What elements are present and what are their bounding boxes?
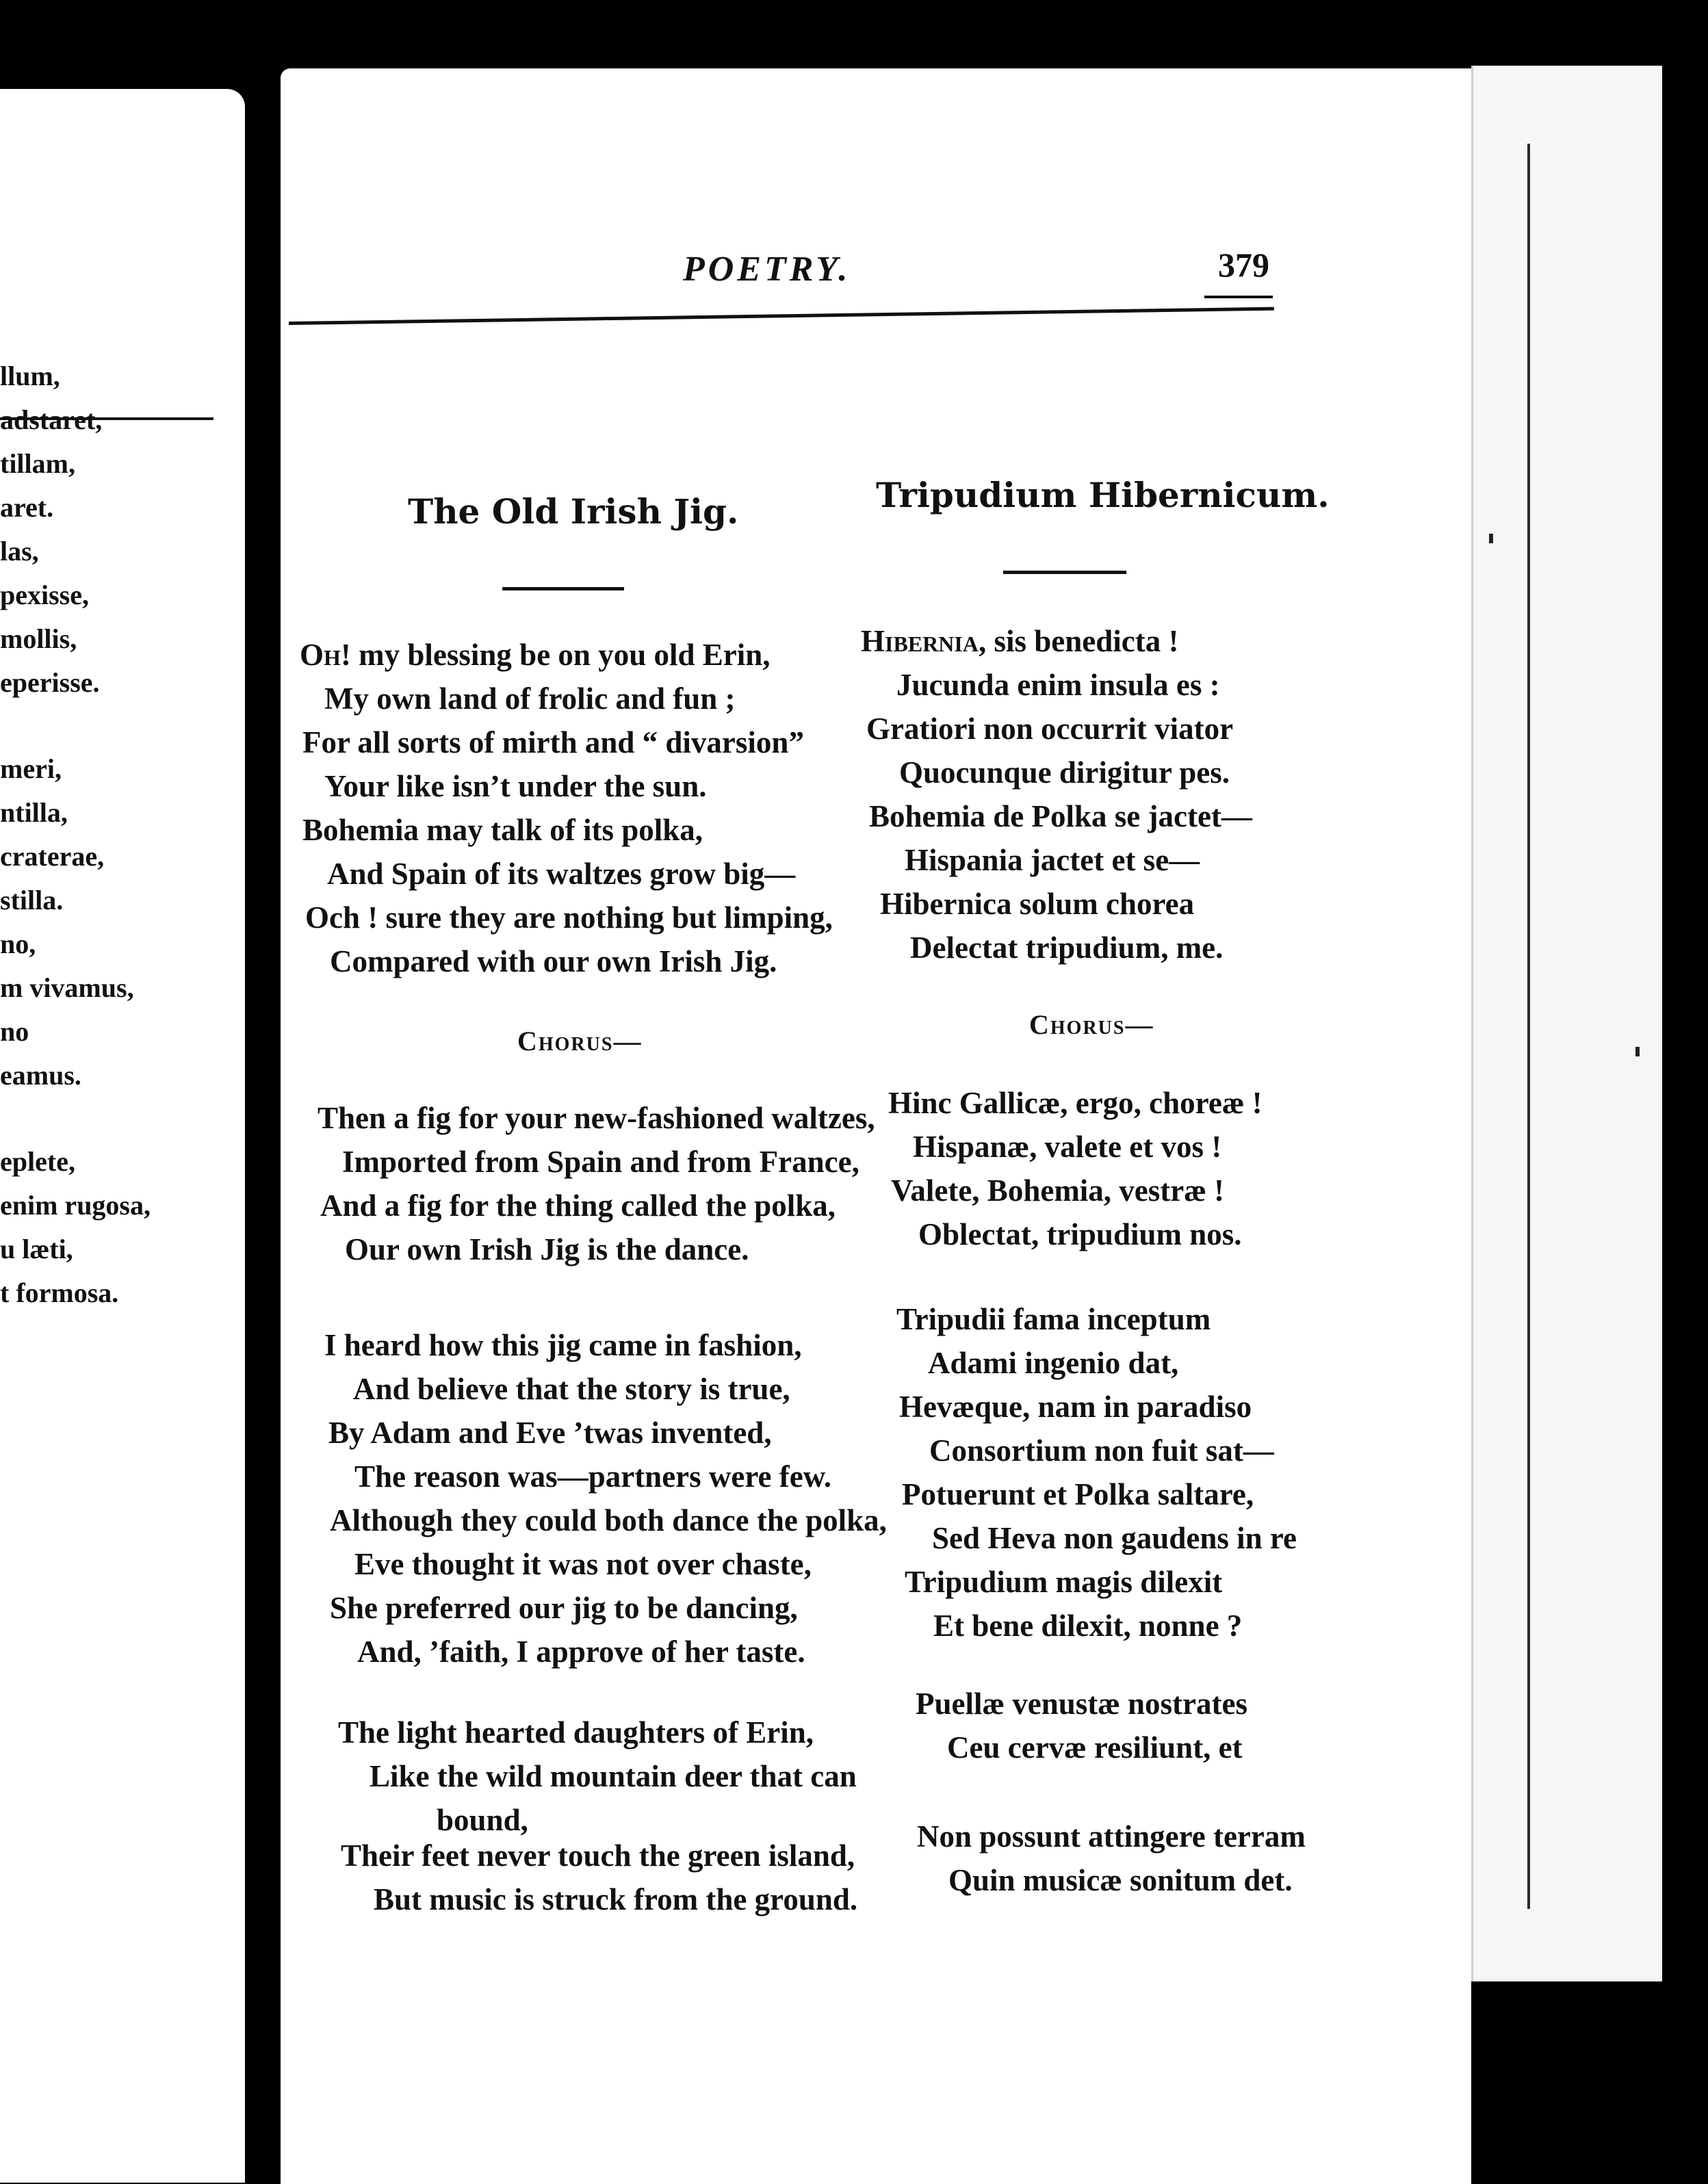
verse-line: Imported from Spain and from France,: [342, 1145, 859, 1179]
verse-line-text: Quocunque dirigitur pes.: [899, 755, 1230, 790]
verse-line: [300, 677, 833, 720]
verse-line-text: Hibernica solum chorea: [880, 887, 1195, 921]
latin-stanza-3-part-1: [916, 1682, 1247, 1769]
verse-line-text: Hispania jactet et se—: [905, 843, 1200, 877]
verse-line: Puellæ venustæ nostrates: [916, 1687, 1247, 1721]
verse-line: Hevæque, nam in paradiso: [899, 1390, 1252, 1424]
verse-line-text: , sis benedicta !: [978, 624, 1179, 658]
left-page-line: m vivamus,: [0, 972, 134, 1003]
verse-line: By Adam and Eve ’twas invented,: [328, 1416, 772, 1450]
english-stanza-3-part-2: [341, 1834, 857, 1921]
latin-chorus-label: Chorus—: [1029, 1009, 1154, 1040]
left-page-line: ntilla,: [0, 797, 68, 828]
latin-chorus: [888, 1081, 1263, 1256]
left-page-line: llum,: [0, 361, 60, 391]
left-facing-page: [0, 89, 245, 2183]
verse-line-text: Bohemia de Polka se jactet—: [869, 799, 1252, 833]
left-page-line: adstaret,: [0, 404, 103, 435]
verse-line: [300, 896, 833, 939]
english-stanza-1: [300, 633, 833, 983]
left-page-line: pexisse,: [0, 580, 89, 610]
english-poem-title: The Old Irish Jig.: [408, 491, 739, 532]
verse-line: Consortium non fuit sat—: [929, 1433, 1274, 1468]
verse-line: Our own Irish Jig is the dance.: [345, 1232, 749, 1266]
verse-line: Eve thought it was not over chaste,: [354, 1547, 812, 1581]
verse-line-text: Delectat tripudium, me.: [910, 931, 1224, 965]
left-page-line: mollis,: [0, 623, 77, 654]
left-page-line: meri,: [0, 753, 62, 784]
latin-stanza-3-part-2: [917, 1815, 1306, 1902]
edge-speck: [1635, 1047, 1640, 1056]
page-edge-line: [1527, 144, 1530, 1909]
verse-line-text: My own land of frolic and fun ;: [324, 681, 736, 716]
left-page-line: aret.: [0, 492, 54, 523]
verse-line: Potuerunt et Polka saltare,: [902, 1477, 1254, 1511]
verse-line: [300, 633, 833, 677]
english-chorus: [318, 1096, 875, 1271]
verse-initial-word: Oh: [300, 638, 341, 672]
left-page-line: no,: [0, 928, 36, 959]
edge-speck: [1489, 534, 1493, 543]
page-number: 379: [1218, 246, 1269, 284]
left-page-line: t formosa.: [0, 1277, 119, 1308]
verse-line: [300, 808, 833, 852]
verse-line: [300, 852, 833, 896]
verse-line: bound,: [437, 1803, 528, 1837]
verse-line: And, ’faith, I approve of her taste.: [357, 1635, 805, 1669]
page-number-underline: [1204, 296, 1273, 298]
page-fore-edge: [1471, 66, 1662, 1981]
verse-line: [861, 751, 1252, 794]
latin-stanza-1: [861, 619, 1252, 970]
verse-line: Hispanæ, valete et vos !: [913, 1130, 1222, 1164]
running-head-title: POETRY.: [683, 250, 851, 289]
latin-title-dash: [1003, 571, 1126, 574]
verse-line: Sed Heva non gaudens in re: [932, 1521, 1297, 1555]
verse-line: And believe that the story is true,: [353, 1372, 790, 1406]
verse-line-text: ! my blessing be on you old Erin,: [340, 638, 771, 672]
verse-line: [861, 663, 1252, 707]
latin-poem-title: Tripudium Hibernicum.: [876, 475, 1330, 515]
left-page-line: tillam,: [0, 448, 75, 479]
verse-line: [861, 794, 1252, 838]
english-stanza-2: [324, 1323, 887, 1674]
verse-line: Like the wild mountain deer that can: [370, 1759, 857, 1793]
verse-line: [300, 764, 833, 808]
left-page-line: eamus.: [0, 1060, 81, 1091]
verse-line: Adami ingenio dat,: [928, 1346, 1179, 1380]
verse-line: The reason was—partners were few.: [354, 1459, 831, 1494]
left-page-line: u læti,: [0, 1234, 73, 1264]
verse-line: Hinc Gallicæ, ergo, choreæ !: [888, 1086, 1263, 1120]
verse-line: Valete, Bohemia, vestræ !: [891, 1173, 1224, 1208]
verse-line: Non possunt attingere terram: [917, 1819, 1306, 1854]
verse-line: [300, 720, 833, 764]
verse-line-text: Och ! sure they are nothing but limping,: [305, 900, 833, 935]
english-stanza-3-part-1: [338, 1711, 857, 1842]
verse-line: But music is struck from the ground.: [374, 1882, 858, 1916]
left-page-line: craterae,: [0, 841, 105, 872]
left-page-line: las,: [0, 536, 39, 567]
verse-line: [861, 882, 1252, 926]
english-title-dash: [502, 587, 624, 590]
verse-line: Et bene dilexit, nonne ?: [933, 1609, 1243, 1643]
verse-line: She preferred our jig to be dancing,: [330, 1591, 798, 1625]
verse-line: The light hearted daughters of Erin,: [338, 1715, 814, 1750]
verse-line: [861, 619, 1252, 663]
left-page-line: enim rugosa,: [0, 1190, 151, 1221]
verse-line: Quin musicæ sonitum det.: [948, 1863, 1293, 1897]
verse-line: Oblectat, tripudium nos.: [918, 1217, 1242, 1251]
verse-line-text: Compared with our own Irish Jig.: [330, 944, 777, 978]
left-page-line: no: [0, 1016, 29, 1047]
verse-line: Then a fig for your new-fashioned waltzes,: [318, 1101, 875, 1135]
left-page-line: eperisse.: [0, 667, 100, 698]
verse-line-text: Gratiori non occurrit viator: [866, 712, 1234, 746]
left-page-line: eplete,: [0, 1146, 75, 1177]
verse-line: Tripudium magis dilexit: [905, 1565, 1223, 1599]
verse-initial-word: Hibernia: [861, 624, 979, 658]
verse-line: [300, 939, 833, 983]
english-chorus-label: Chorus—: [517, 1026, 643, 1056]
verse-line: Ceu cervæ resiliunt, et: [947, 1730, 1243, 1765]
verse-line-text: For all sorts of mirth and “ divarsion”: [302, 725, 804, 759]
verse-line: Although they could both dance the polka,: [330, 1503, 887, 1537]
verse-line: Their feet never touch the green island,: [341, 1838, 855, 1873]
verse-line: Tripudii fama inceptum: [896, 1302, 1211, 1336]
verse-line: And a fig for the thing called the polka,: [320, 1188, 836, 1223]
verse-line-text: Jucunda enim insula es :: [896, 668, 1220, 702]
left-page-line: stilla.: [0, 885, 64, 915]
latin-stanza-2: [896, 1297, 1297, 1648]
verse-line-text: Your like isn’t under the sun.: [324, 769, 707, 803]
verse-line: [861, 838, 1252, 882]
verse-line-text: Bohemia may talk of its polka,: [302, 813, 703, 847]
verse-line-text: And Spain of its waltzes grow big—: [327, 857, 796, 891]
verse-line: [861, 707, 1252, 751]
verse-line: I heard how this jig came in fashion,: [324, 1328, 802, 1362]
verse-line: [861, 926, 1252, 970]
